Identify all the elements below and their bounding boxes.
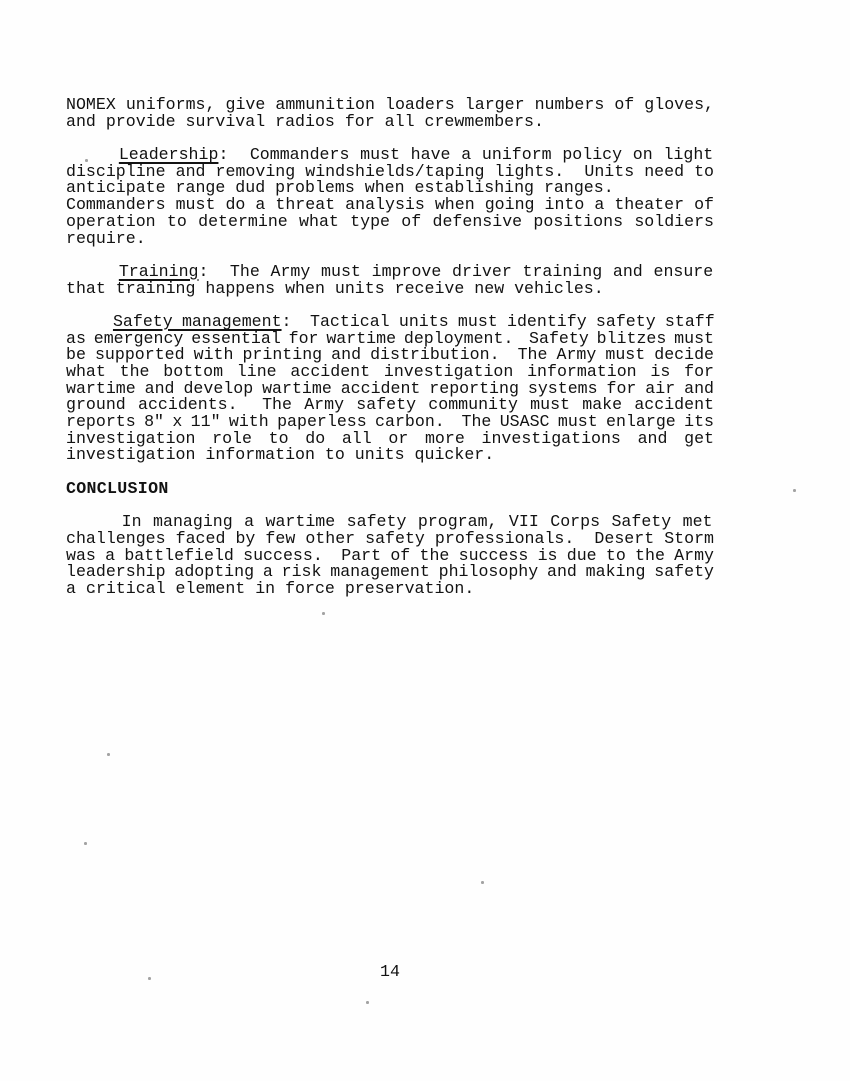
text-line <box>66 447 714 464</box>
scan-speck <box>366 1001 369 1004</box>
text-segment: leadership adopting a risk management philosophy and making safety <box>66 562 714 582</box>
text-segment: Commanders must do a threat analysis when going into a theater of <box>66 195 714 215</box>
text-segment: discipline and removing windshields/taping lights. Units need to <box>66 161 714 181</box>
text-segment: a critical element in force preservation. <box>66 578 475 598</box>
text-line <box>66 111 714 131</box>
text-segment: ground accidents. The Army safety community must make accident <box>66 395 714 415</box>
text-block <box>66 97 714 598</box>
page-number: 14 <box>380 962 400 981</box>
text-segment: In managing a wartime safety program, VII Corps Safety met <box>66 512 713 532</box>
text-line <box>66 211 714 231</box>
text-segment: was a battlefield success. Part of the success is due to the Army <box>66 545 714 565</box>
scan-speck <box>84 842 87 845</box>
underlined-term: Leadership <box>118 145 219 165</box>
text-line <box>66 228 714 248</box>
text-segment: : Commanders must have a uniform policy on light <box>218 145 714 165</box>
text-segment: NOMEX uniforms, give ammunition loaders larger numbers of gloves, <box>66 95 714 114</box>
text-segment: operation to determine what type of defensive positions soldiers <box>66 211 714 231</box>
text-segment: challenges faced by few other safety professionals. Desert Storm <box>66 528 714 548</box>
scan-speck <box>107 753 110 756</box>
scan-speck <box>481 881 484 884</box>
heading-line <box>66 478 714 498</box>
scan-speck <box>322 612 325 615</box>
scan-speck <box>793 489 796 492</box>
underlined-term: Safety management <box>112 311 282 331</box>
text-line <box>66 578 714 598</box>
text-segment: as emergency essential for wartime deployment. Safety blitzes must <box>66 328 714 348</box>
text-segment: wartime and develop wartime accident reporting systems for air and <box>66 378 714 398</box>
text-segment: be supported with printing and distribution. The Army must decide <box>66 345 714 365</box>
text-segment: : The Army must improve driver training and ensure <box>198 261 714 281</box>
scan-speck <box>85 159 88 162</box>
text-line <box>66 278 714 298</box>
text-segment: : Tactical units must identify safety staff <box>281 311 715 331</box>
text-segment: that training happens when units receive new vehicles. <box>66 278 604 298</box>
text-segment: what the bottom line accident investigation information is for <box>66 362 714 381</box>
text-segment: investigation role to do all or more investigations and get <box>66 428 714 448</box>
text-segment: CONCLUSION <box>66 478 169 498</box>
scan-speck <box>92 590 95 593</box>
scan-speck <box>148 977 151 980</box>
text-segment: reports 8" x 11" with paperless carbon. The USASC must enlarge its <box>66 412 714 432</box>
underlined-term: Training <box>118 261 199 281</box>
text-segment: investigation information to units quicker. <box>66 445 495 465</box>
text-segment: anticipate range dud problems when establishing ranges. <box>66 178 614 198</box>
text-segment: and provide survival radios for all crewmembers. <box>66 111 544 131</box>
text-segment: require. <box>66 228 146 248</box>
